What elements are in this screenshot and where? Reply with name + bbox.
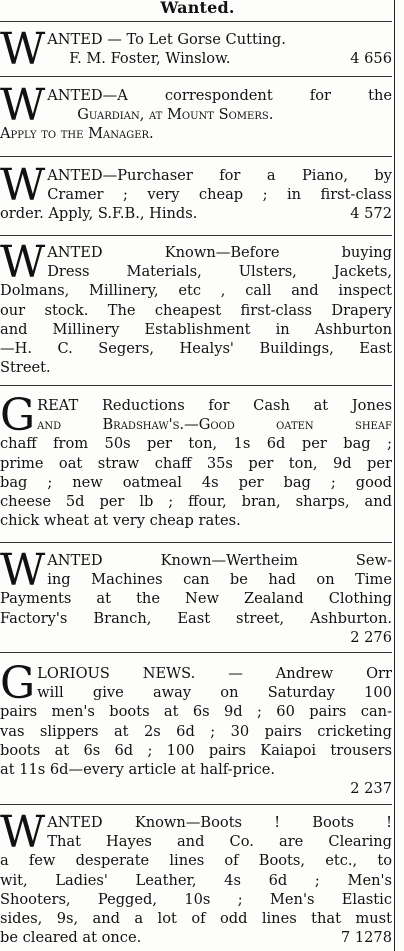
ad-wertheim	[0, 545, 392, 647]
ad-line: Payments at the New Zealand Clothing	[0, 590, 392, 608]
ad-separator	[0, 76, 392, 77]
ad-line: prime oat straw chaff 35s per ton, 9d per	[0, 454, 392, 472]
ad-line: Shooters, Pegged, 10s ; Men's Elastic	[0, 890, 392, 908]
ad-drapery	[0, 237, 392, 377]
ad-line: order. Apply, S.F.B., Hinds.	[0, 205, 198, 223]
ad-line: ANTED—Purchaser for a Piano, by	[47, 167, 392, 184]
ad-line: ANTED — To Let Gorse Cutting.	[47, 31, 286, 48]
ad-separator	[0, 385, 392, 386]
ad-reference-number: 4 656	[350, 50, 392, 68]
ad-line: pairs men's boots at 6s 9d ; 60 pairs can-	[0, 703, 392, 721]
ad-line: will give away on Saturday 100	[37, 684, 392, 702]
drop-cap: W	[0, 545, 46, 596]
ad-separator	[0, 542, 392, 543]
ad-line: Dress Materials, Ulsters, Jackets,	[47, 263, 392, 281]
ad-line: and Millinery Establishment in Ashburton	[0, 320, 392, 338]
ad-line: our stock. The cheapest first-class Drapery	[0, 301, 392, 319]
ad-separator	[0, 235, 392, 236]
ad-line: bag ; new oatmeal 4s per bag ; good	[0, 473, 392, 491]
ad-reference-number: 7 1278	[340, 929, 392, 947]
ad-separator	[0, 652, 392, 653]
column-rule	[394, 0, 395, 951]
drop-cap: W	[0, 237, 46, 288]
ad-gorse-cutting	[0, 24, 392, 75]
ad-line: F. M. Foster, Winslow.	[69, 50, 231, 68]
ad-line: Dolmans, Millinery, etc , call and inspect	[0, 282, 392, 300]
ad-line: ANTED Known—Before buying	[47, 244, 392, 261]
ad-line: ANTED Known—Wertheim Sew-	[47, 552, 392, 569]
ad-line: That Hayes and Co. are Clearing	[47, 833, 392, 851]
ad-line: cheese 5d per lb ; ffour, bran, sharps, and	[0, 492, 392, 510]
ad-line: chick wheat at very cheap rates.	[0, 512, 241, 530]
ad-reference-number: 2 237	[350, 780, 392, 798]
ad-line-with-ref	[47, 49, 392, 68]
ad-line: a few desperate lines of Boots, etc., to	[0, 852, 392, 870]
ad-line: be cleared at once.	[0, 929, 142, 947]
ad-glorious-news	[0, 658, 392, 798]
ad-separator	[0, 804, 392, 805]
ad-reference-number: 4 572	[350, 205, 392, 223]
ad-line: chaff from 50s per ton, 1s 6d per bag ;	[0, 435, 392, 453]
ad-line: wit, Ladies' Leather, 4s 6d ; Men's	[0, 871, 392, 889]
ad-line: Guardian, at Mount Somers.	[77, 106, 274, 124]
ad-line: boots at 6s 6d ; 100 pairs Kaiapoi trousers	[0, 741, 392, 759]
section-heading: Wanted.	[160, 0, 235, 17]
ad-piano	[0, 160, 392, 224]
drop-cap: W	[0, 80, 46, 131]
ad-line: Street.	[0, 359, 51, 377]
ad-line: ANTED Known—Boots ! Boots !	[47, 814, 392, 831]
ad-line: sides, 9s, and a lot of odd lines that must	[0, 909, 392, 927]
drop-cap: G	[0, 390, 36, 441]
ad-separator	[0, 156, 392, 157]
ad-line: vas slippers at 2s 6d ; 30 pairs cricketing	[0, 722, 392, 740]
ad-line: ANTED—A correspondent for the	[47, 87, 392, 104]
drop-cap: W	[0, 24, 46, 75]
drop-cap: W	[0, 807, 46, 858]
ad-line: LORIOUS NEWS. — Andrew Orr	[37, 665, 392, 682]
ad-line-with-ref	[0, 928, 392, 947]
ad-reference-number: 2 276	[350, 628, 392, 646]
ad-line: and Bradshaw's.—Good oaten sheaf	[37, 416, 392, 434]
ad-line: REAT Reductions for Cash at Jones	[37, 397, 392, 414]
ad-separator	[0, 21, 392, 22]
ad-line: at 11s 6d—every article at half-price.	[0, 760, 276, 778]
ad-correspondent	[0, 80, 392, 144]
ad-great-reductions	[0, 390, 392, 530]
ad-line: ing Machines can be had on Time	[47, 571, 392, 589]
ad-line: Cramer ; very cheap ; in first-class	[47, 186, 392, 204]
ad-line-with-ref	[0, 204, 392, 223]
ad-line: Factory's Branch, East street, Ashburton.	[0, 609, 392, 627]
drop-cap: W	[0, 160, 46, 211]
ad-line: Apply to the Manager.	[0, 125, 154, 143]
drop-cap: G	[0, 658, 36, 709]
ad-line: —H. C. Segers, Healys' Buildings, East	[0, 339, 392, 357]
ad-boots	[0, 807, 392, 947]
